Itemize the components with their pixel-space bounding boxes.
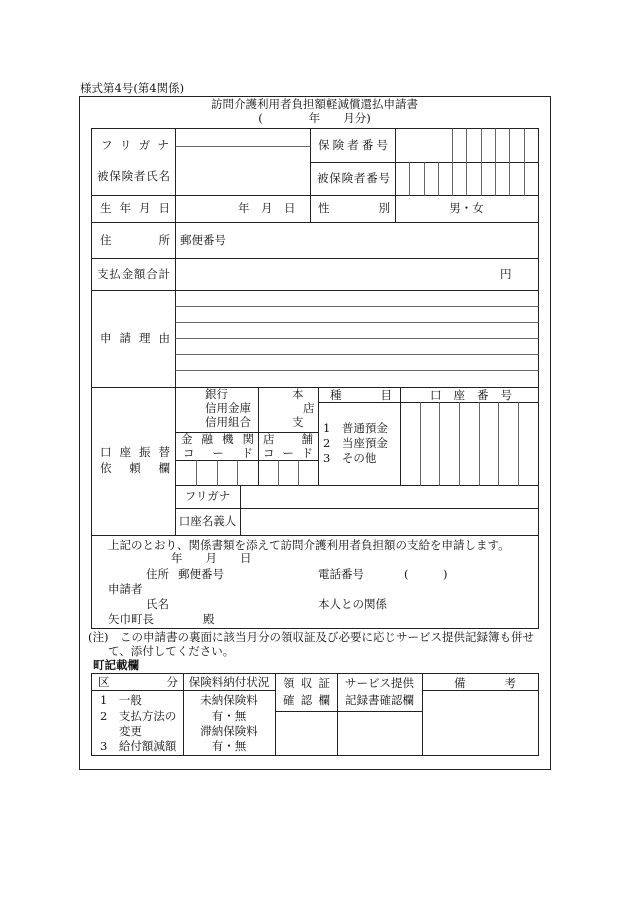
- label-char: 収: [300, 676, 313, 690]
- label-char: ー: [212, 446, 224, 460]
- category-general: 1 一般: [100, 693, 142, 707]
- service-record-header: サービス提供: [345, 676, 414, 690]
- label-char: 番: [361, 138, 374, 152]
- label-char: ド: [301, 446, 313, 460]
- label-char: 欄: [158, 461, 170, 475]
- label-char: 領: [283, 676, 295, 690]
- institution-type-bank: 銀行: [205, 387, 228, 401]
- label-char: 生: [100, 201, 112, 215]
- label-char: 舗: [301, 432, 313, 446]
- applicant-postal-code-label: 郵便番号: [178, 567, 224, 581]
- label-char: 認: [300, 693, 313, 707]
- label-char: 番: [366, 171, 378, 185]
- label-char: 確: [283, 693, 295, 707]
- label-char: 欄: [318, 693, 330, 707]
- account-holder-name-label: 口座名義人: [178, 514, 237, 528]
- label-char: 年: [119, 201, 131, 215]
- branch-code-code-label: [263, 446, 313, 460]
- payment-total-label: [97, 267, 170, 281]
- postal-code-label: 郵便番号: [180, 233, 226, 247]
- label-char: 機: [222, 432, 234, 446]
- label-char: 者: [133, 169, 146, 183]
- label-char: 依: [100, 461, 112, 475]
- label-char: 理: [139, 331, 151, 345]
- applicant-label: 申請者: [108, 582, 143, 596]
- institution-code-label: [181, 432, 254, 446]
- account-type-header: [330, 388, 392, 402]
- label-char: コ: [183, 446, 195, 460]
- label-char: 険: [121, 169, 134, 183]
- account-transfer-label: [100, 445, 170, 459]
- institution-code-boxes: [197, 461, 299, 486]
- sex-options: 男・女: [449, 201, 484, 215]
- reason-writing-lines: [176, 307, 539, 371]
- billing-period: ( 年 月分): [258, 111, 371, 125]
- label-char: 者: [347, 138, 359, 152]
- outer-frame: [80, 97, 551, 770]
- receipt-check-header: [283, 676, 330, 690]
- phone-number-label: 電話番号: [318, 567, 364, 581]
- birthdate-value: 年 月 日: [238, 201, 296, 215]
- declaration-statement: 上記のとおり、関係書類を添えて訪問介護利用者負担額の支給を申請します。: [108, 538, 510, 552]
- label-char: 証: [318, 676, 330, 690]
- label-char: 被: [317, 171, 329, 185]
- label-char: 備: [454, 676, 466, 690]
- label-char: 合: [146, 267, 158, 281]
- label-char: 保: [318, 138, 330, 152]
- note-line-2: て、添付してください。: [108, 644, 235, 658]
- label-char: 号: [378, 171, 390, 185]
- category-benefit-reduction: 3 給付額減額: [100, 739, 177, 753]
- label-char: 考: [504, 676, 516, 690]
- label-char: 号: [376, 138, 388, 152]
- insured-number-boxes: [410, 163, 525, 196]
- institution-type-shinkin: 信用金庫: [205, 401, 251, 415]
- label-char: 被: [97, 169, 109, 183]
- birthdate-label: [100, 201, 170, 215]
- category-payment-method-change-line2: 変更: [119, 724, 142, 738]
- phone-number-parentheses: ( ): [404, 567, 448, 581]
- overdue-premium-label: 滞納保険料: [200, 724, 258, 738]
- institution-type-credit-union: 信用組合: [205, 415, 251, 429]
- label-char: 払: [109, 267, 121, 281]
- label-char: 分: [166, 675, 178, 689]
- honorific: 殿: [203, 612, 215, 626]
- insurer-number-label: [318, 138, 388, 152]
- label-char: 種: [330, 388, 342, 402]
- label-char: 保: [329, 171, 341, 185]
- currency-unit: 円: [500, 267, 512, 281]
- label-char: 替: [158, 445, 170, 459]
- label-char: 頼: [129, 461, 141, 475]
- branch-code-label: [263, 432, 313, 446]
- label-char: 計: [158, 267, 170, 281]
- label-char: 月: [139, 201, 151, 215]
- label-char: 保: [109, 169, 121, 183]
- applicant-name-label: 氏名: [146, 597, 169, 611]
- label-char: 金: [121, 267, 134, 281]
- label-char: 座: [453, 388, 465, 402]
- sex-label: [318, 201, 390, 215]
- account-number-boxes: [421, 403, 519, 486]
- label-char: 店: [263, 432, 275, 446]
- addressee-label: 矢巾町長: [108, 612, 154, 626]
- application-date: 年 月 日: [171, 551, 252, 565]
- label-char: ガ: [138, 138, 151, 152]
- label-char: 険: [332, 138, 345, 152]
- label-char: 金: [181, 432, 193, 446]
- label-char: 区: [98, 675, 110, 689]
- label-char: 請: [119, 331, 131, 345]
- label-char: 振: [139, 445, 151, 459]
- label-char: 関: [242, 432, 254, 446]
- label-char: 日: [158, 201, 170, 215]
- insurer-number-boxes: [453, 129, 525, 163]
- branch-type-sub: 支: [292, 415, 304, 429]
- category-header: [98, 675, 178, 689]
- note-line-1: (注) この申請書の裏面に該当月分の領収証及び必要に応じサービス提供記録簿も併せ: [88, 630, 534, 644]
- overdue-premium-options: 有・無: [211, 739, 247, 753]
- insured-number-label: [317, 171, 390, 185]
- label-char: 住: [100, 233, 112, 247]
- applicant-address-label: 住所: [146, 567, 169, 581]
- institution-code-code-label: [183, 446, 253, 460]
- account-type-ordinary: 1 普通預金: [323, 421, 388, 435]
- label-char: 険: [341, 171, 354, 185]
- account-type-checking: 2 当座預金: [323, 436, 388, 450]
- label-char: 性: [318, 201, 330, 215]
- label-char: 座: [119, 445, 131, 459]
- label-char: 融: [201, 432, 213, 446]
- label-char: 番: [477, 388, 489, 402]
- category-payment-method-change: 2 支払方法の: [100, 709, 177, 723]
- account-type-other: 3 その他: [323, 451, 377, 465]
- unpaid-premium-label: 未納保険料: [200, 693, 258, 707]
- label-char: 支: [97, 267, 109, 281]
- label-char: 額: [133, 267, 146, 281]
- label-char: 者: [353, 171, 366, 185]
- label-char: 目: [380, 388, 392, 402]
- account-number-header: [430, 388, 512, 402]
- premium-status-header: 保険料納付状況: [188, 675, 270, 689]
- label-char: 氏: [146, 169, 158, 183]
- address-label: [100, 233, 170, 247]
- town-record-title: 町記載欄: [93, 658, 139, 672]
- service-record-header-line2: 記録書確認欄: [345, 693, 414, 707]
- label-char: 別: [378, 201, 390, 215]
- label-char: 申: [100, 331, 112, 345]
- remarks-header: [454, 676, 516, 690]
- receipt-check-header-line2: [283, 693, 330, 707]
- form-title: 訪問介護利用者負担額軽減償還払申請書: [211, 97, 418, 111]
- label-char: 口: [100, 445, 112, 459]
- branch-type-store: 店: [303, 401, 315, 415]
- furigana-label: [101, 138, 169, 152]
- label-char: 所: [158, 233, 170, 247]
- label-char: ド: [241, 446, 253, 460]
- label-char: 号: [500, 388, 512, 402]
- form-number: 様式第4号(第4関係): [80, 81, 185, 95]
- label-char: リ: [119, 138, 132, 152]
- label-char: 口: [430, 388, 442, 402]
- unpaid-premium-options: 有・無: [211, 709, 247, 723]
- label-char: 由: [158, 331, 170, 345]
- branch-type-head: 本: [292, 387, 304, 401]
- label-char: 名: [158, 169, 170, 183]
- account-transfer-label-line2: [100, 461, 170, 475]
- label-char: ー: [282, 446, 294, 460]
- label-char: ナ: [157, 138, 169, 152]
- label-char: フ: [101, 138, 113, 152]
- label-char: コ: [263, 446, 275, 460]
- relationship-label: 本人との関係: [318, 597, 387, 611]
- insured-name-label: [97, 169, 170, 183]
- application-reason-label: [100, 331, 170, 345]
- account-holder-furigana-label: フリガナ: [184, 489, 231, 503]
